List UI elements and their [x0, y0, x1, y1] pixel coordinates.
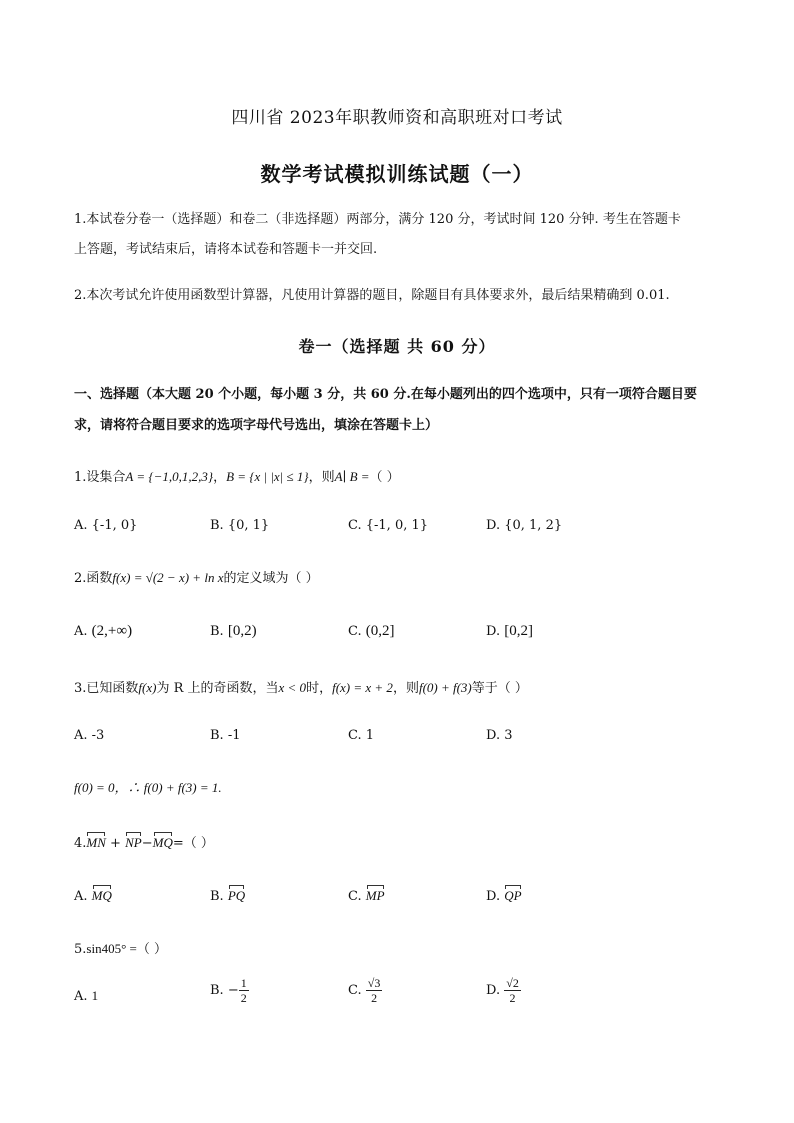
question-3-fx: f(x) — [138, 680, 157, 695]
question-5-option-b[interactable] — [210, 976, 249, 1005]
question-4 — [74, 832, 214, 851]
numerator: 1 — [240, 976, 247, 990]
question-1-prefix: 1.设集合 — [74, 470, 126, 485]
question-5-expression: sin405° = — [86, 941, 137, 956]
minus-sign: − — [141, 836, 153, 851]
vector-np: NP — [125, 835, 142, 850]
minus-sign: − — [227, 983, 239, 998]
question-1-set-a: A = {−1,0,1,2,3} — [125, 469, 214, 484]
question-1-separator: ， — [213, 470, 227, 485]
section-title: 卷一（选择题 共 60 分） — [298, 337, 496, 356]
question-2-function: f(x) = √(2 − x) + ln x — [112, 570, 224, 585]
question-3-option-c[interactable]: C. 1 — [348, 728, 375, 743]
question-3-option-a[interactable]: A. -3 — [74, 728, 105, 743]
vector-qp: QP — [504, 888, 522, 903]
question-4-prefix: 4. — [74, 836, 87, 851]
question-3-option-b[interactable]: B. -1 — [210, 728, 241, 743]
question-3-solution-note: f(0) = 0，∴ f(0) + f(3) = 1. — [74, 780, 222, 795]
question-3-definition: f(x) = x + 2 — [332, 680, 393, 695]
fraction — [504, 976, 521, 1005]
option-label: B. — [210, 624, 224, 639]
plus-sign: + — [110, 836, 121, 851]
question-1-suffix: ，则 — [308, 470, 335, 485]
question-2 — [74, 567, 319, 586]
question-3-option-d[interactable]: D. 3 — [486, 728, 513, 743]
denominator: 2 — [240, 991, 247, 1005]
option-value: 1 — [91, 988, 99, 1003]
question-3-text-3: ，则 — [392, 681, 419, 696]
question-5-prefix: 5. — [74, 942, 87, 957]
instruction-1-line2: 上答题，考试结束后，请将本试卷和答题卡一并交回. — [74, 242, 378, 257]
question-5-suffix: （ ） — [136, 942, 167, 957]
question-1-option-a[interactable]: A. {-1, 0} — [74, 518, 138, 533]
question-4-option-d[interactable] — [486, 888, 522, 904]
question-5-option-a[interactable] — [74, 988, 98, 1004]
question-5-option-c[interactable] — [348, 976, 382, 1005]
option-label: D. — [486, 983, 501, 998]
question-2-option-d[interactable] — [486, 623, 533, 640]
option-value: [0,2) — [227, 623, 257, 639]
option-label: A. — [74, 889, 88, 904]
numerator: √3 — [367, 976, 381, 990]
question-1-option-c[interactable]: C. {-1, 0, 1} — [348, 518, 429, 533]
question-3-condition: x < 0 — [278, 680, 307, 695]
part-instructions-line2: 求，请将符合题目要求的选项字母代号选出，填涂在答题卡上） — [74, 418, 439, 433]
instruction-1-line1: 1.本试卷分卷一（选择题）和卷二（非选择题）两部分，满分 120 分，考试时间 120 分钟. 考生在答题卡 — [74, 212, 681, 227]
question-4-suffix: =（ ） — [172, 836, 214, 851]
fraction — [239, 976, 249, 1005]
option-label: A. — [74, 989, 88, 1004]
exam-title-line2: 数学考试模拟训练试题（一） — [260, 162, 534, 186]
question-2-suffix: 的定义域为（ ） — [223, 571, 319, 586]
option-label: D. — [486, 624, 501, 639]
option-label: C. — [348, 983, 362, 998]
vector-pq: PQ — [227, 888, 246, 903]
vector-mp: MP — [365, 888, 385, 903]
option-label: C. — [348, 889, 362, 904]
option-value: [0,2] — [504, 623, 533, 639]
question-3-sum: f(0) + f(3) — [418, 680, 472, 695]
denominator: 2 — [509, 991, 516, 1005]
vector-mq: MQ — [91, 888, 112, 903]
question-2-option-c[interactable] — [348, 623, 395, 640]
exam-title-line1: 四川省 2023年职教师资和高职班对口考试 — [231, 108, 563, 128]
question-1 — [74, 466, 400, 485]
question-2-prefix: 2.函数 — [74, 571, 113, 586]
question-1-expression: A∣ B = — [334, 469, 370, 484]
vector-mq: MQ — [152, 835, 173, 850]
part-instructions-line1: 一、选择题（本大题 20 个小题，每小题 3 分，共 60 分.在每小题列出的四个选项中，只有一项符合题目要 — [74, 387, 697, 402]
question-4-option-a[interactable] — [74, 888, 112, 904]
option-label: B. — [210, 983, 224, 998]
question-3-prefix: 3.已知函数 — [74, 681, 139, 696]
question-2-option-a[interactable] — [74, 623, 132, 640]
question-3-text-1: 为 R 上的奇函数，当 — [156, 681, 279, 696]
question-3-suffix: 等于（ ） — [471, 681, 528, 696]
option-label: C. — [348, 624, 362, 639]
option-value: (2,+∞) — [91, 623, 133, 639]
question-1-option-b[interactable]: B. {0, 1} — [210, 518, 270, 533]
instruction-2: 2.本次考试允许使用函数型计算器，凡使用计算器的题目，除题目有具体要求外，最后结果精确到 0.01. — [74, 288, 670, 303]
question-2-option-b[interactable] — [210, 623, 257, 640]
question-4-option-c[interactable] — [348, 888, 385, 904]
denominator: 2 — [371, 991, 378, 1005]
fraction — [366, 976, 383, 1005]
question-3 — [74, 677, 528, 696]
question-1-answer-blank: （ ） — [369, 470, 400, 485]
question-1-set-b: B = {x | |x| ≤ 1} — [226, 469, 309, 484]
question-4-option-b[interactable] — [210, 888, 245, 904]
option-value: (0,2] — [365, 623, 395, 639]
question-3-text-2: 时， — [306, 681, 333, 696]
question-5-option-d[interactable] — [486, 976, 521, 1005]
question-1-option-d[interactable]: D. {0, 1, 2} — [486, 518, 563, 533]
question-5 — [74, 938, 167, 957]
option-label: B. — [210, 889, 224, 904]
vector-mn: MN — [86, 835, 106, 850]
option-label: D. — [486, 889, 501, 904]
option-label: A. — [74, 624, 88, 639]
numerator: √2 — [506, 976, 519, 990]
